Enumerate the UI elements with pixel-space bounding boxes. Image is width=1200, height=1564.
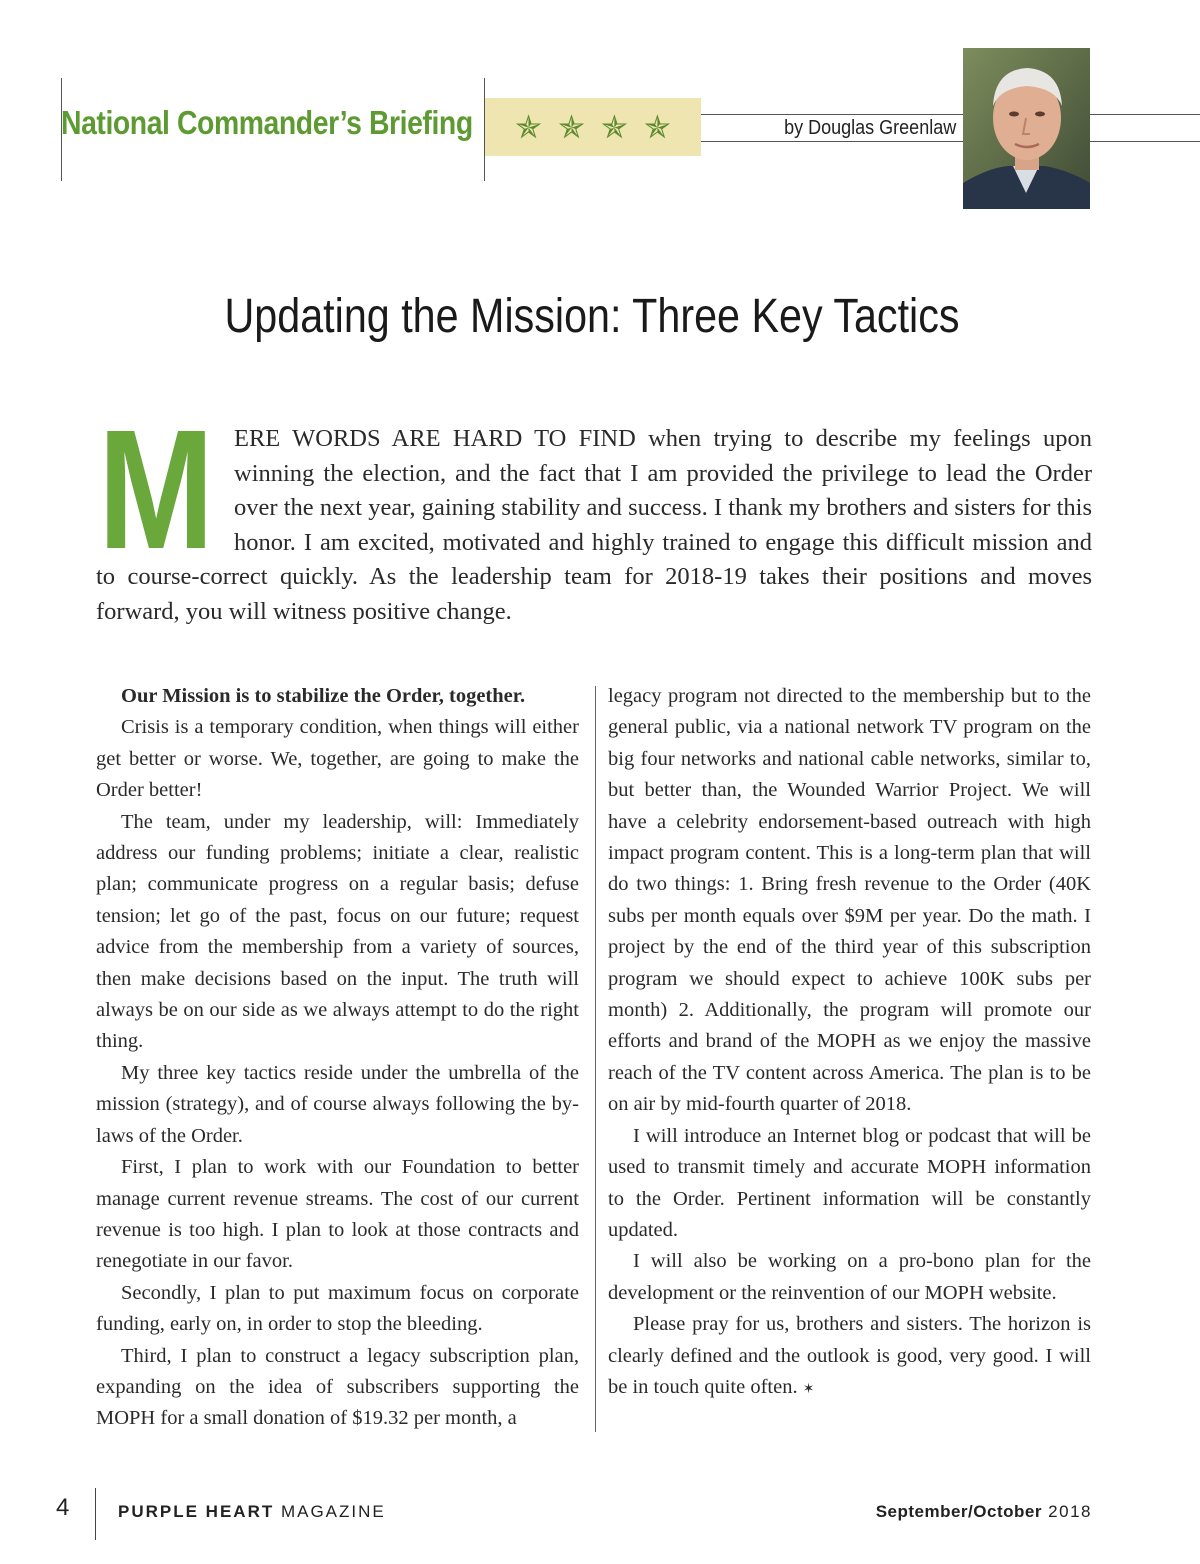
- star-icon: ✯: [644, 108, 671, 146]
- author-portrait-illustration: [963, 48, 1090, 209]
- header-right-rule: [1090, 114, 1200, 115]
- intro-text: when trying to describe my feelings upon winning the election, and the fact that I am provided the privilege to lead the Order over the next year, gaining stability and success. I thank my brothers and sisters for this honor. I am excited, motivated and highly trained to engage this difficult mission and to course-correct quickly. As the leadership team for 2018-19 takes their positions and moves forward, you will witness positive change.: [96, 425, 1092, 625]
- body-paragraph-continued: legacy program not directed to the membership but to the general public, via a national network TV program on the big four networks and national cable networks, similar to, but better than, the Wounded Warrior Project. We will have a celebrity endorsement-based outreach with high impact program content. This is a long-term plan that will do two things: 1. Bring fresh revenue to the Order (40K subs per month equals over $9M per year. Do the math. I project by the end of the third year of this subscription program we should expect to achieve 100K subs per month) 2. Additionally, the program will promote our efforts and brand of the MOPH as we enjoy the massive reach of the TV content across America. The plan is to be on air by mid-fourth quarter of 2018.: [608, 685, 1091, 1116]
- body-paragraph: First, I plan to work with our Foundation to better manage current revenue streams. The cost of our current revenue is too high. I plan to look at those contracts and renegotiate in our favor.: [96, 1156, 579, 1273]
- issue-date: [876, 1502, 1092, 1522]
- body-paragraph: Third, I plan to construct a legacy subscription plan, expanding on the idea of subscribers supporting the MOPH for a small donation of $19.32 per month, a: [96, 1344, 579, 1430]
- body-paragraph: I will introduce an Internet blog or podcast that will be used to transmit timely and accurate MOPH information to the Order. Pertinent information will be constantly updated.: [608, 1124, 1091, 1241]
- star-banner: [485, 98, 701, 156]
- byline: by Douglas Greenlaw: [783, 117, 956, 139]
- intro-paragraph: [96, 395, 1092, 630]
- body-paragraph: Crisis is a temporary condition, when things will either get better or worse. We, together, are going to make the Order better!: [96, 716, 579, 802]
- intro-lead-caps: ERE WORDS ARE HARD TO FIND: [234, 425, 636, 452]
- magazine-name-rest: MAGAZINE: [274, 1502, 386, 1521]
- issue-months: September/October: [875, 1502, 1042, 1521]
- column-divider: [595, 686, 596, 1432]
- issue-year: 2018: [1041, 1502, 1092, 1521]
- end-mark-icon: ✶: [802, 1380, 815, 1397]
- magazine-name: [118, 1502, 386, 1522]
- header-top-rule: [701, 114, 963, 115]
- author-photo: [963, 48, 1090, 209]
- magazine-name-bold: PURPLE HEART: [118, 1502, 275, 1521]
- article-headline: Updating the Mission: Three Key Tactics: [224, 290, 960, 343]
- article-column-left: [96, 681, 579, 1435]
- body-paragraph: My three key tactics reside under the umbrella of the mission (strategy), and of course always following the by-laws of the Order.: [96, 1061, 579, 1147]
- body-paragraph: The team, under my leadership, will: Immediately address our funding problems; initiate a clear, realistic plan; communicate progress on a regular basis; defuse tension; let go of the past, focus on our future; request advice from the membership from a variety of sources, then make decisions based on the input. The truth will always be on our side as we always attempt to do the right thing.: [96, 810, 579, 1053]
- star-icon: ✯: [558, 108, 585, 146]
- body-paragraph: I will also be working on a pro-bono plan for the development or the reinvention of our MOPH website.: [608, 1250, 1091, 1304]
- body-paragraph: [608, 1309, 1091, 1405]
- mission-heading: Our Mission is to stabilize the Order, together.: [121, 685, 526, 707]
- star-icon: ✯: [601, 108, 628, 146]
- star-icon: ✯: [515, 108, 542, 146]
- page-number: 4: [56, 1494, 70, 1521]
- section-title: National Commander’s Briefing: [61, 104, 473, 141]
- closing-text: Please pray for us, brothers and sisters. The horizon is clearly defined and the outlook is good, very good. I will be in touch quite often.: [608, 1313, 1091, 1398]
- header-right-rule-2: [1090, 141, 1200, 142]
- header-bottom-rule: [701, 141, 963, 142]
- drop-cap: M: [98, 395, 215, 585]
- body-paragraph: Secondly, I plan to put maximum focus on corporate funding, early on, in order to stop the bleeding.: [96, 1281, 579, 1336]
- footer-divider: [95, 1488, 96, 1540]
- article-column-right: [608, 681, 1091, 1405]
